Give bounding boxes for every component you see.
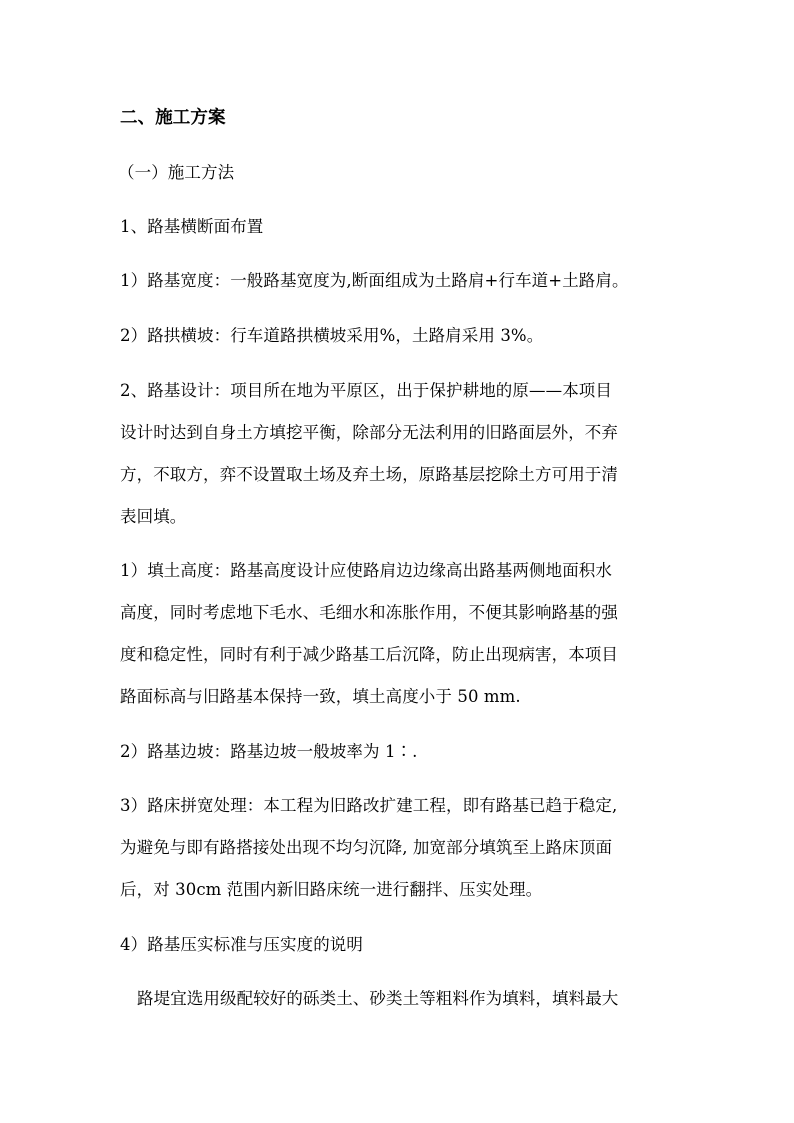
paragraph-line: 后，对 30cm 范围内新旧路床统一进行翻拌、压实处理。: [120, 880, 543, 899]
paragraph-line: 2、路基设计：项目所在地为平原区，出于保护耕地的原——本项目: [120, 381, 612, 400]
section-title: 二、施工方案: [120, 108, 226, 128]
paragraph-line: 1）填土高度：路基高度设计应使路肩边边缘高出路基两侧地面积水: [120, 561, 612, 580]
paragraph-line: 4）路基压实标准与压实度的说明: [120, 935, 363, 954]
paragraph-line: 3）路床拼宽处理：本工程为旧路改扩建工程，即有路基已趋于稳定,: [120, 796, 618, 815]
paragraph-line: 2）路基边坡：路基边坡一般坡率为 1∶.: [120, 742, 418, 761]
paragraph-line: 路堤宜选用级配较好的砾类土、砂类土等粗料作为填料，填料最大: [137, 989, 619, 1008]
paragraph-line: 1、路基横断面布置: [120, 217, 264, 236]
paragraph-line: 方，不取方，弈不设置取土场及弃土场，原路基层挖除土方可用于清: [120, 465, 618, 484]
paragraph-line: 表回填。: [120, 507, 187, 526]
subsection-title: （一）施工方法: [118, 163, 235, 182]
paragraph-line: 高度，同时考虑地下毛水、毛细水和冻胀作用，不便其影响路基的强: [120, 603, 618, 622]
paragraph-line: 设计时达到自身土方填挖平衡，除部分无法利用的旧路面层外，不弃: [120, 423, 618, 442]
paragraph-line: 1）路基宽度：一般路基宽度为,断面组成为土路肩+行车道+土路肩。: [120, 271, 629, 290]
paragraph-line: 路面标高与旧路基本保持一致，填土高度小于 50 mm.: [120, 687, 521, 706]
paragraph-line: 2）路拱横坡：行车道路拱横坡采用%，土路肩采用 3%。: [120, 326, 544, 345]
paragraph-line: 度和稳定性，同时有利于减少路基工后沉降，防止出现病害，本项目: [120, 645, 618, 664]
paragraph-line: 为避免与即有路搭接处出现不均匀沉降, 加宽部分填筑至上路床顶面: [120, 838, 613, 857]
